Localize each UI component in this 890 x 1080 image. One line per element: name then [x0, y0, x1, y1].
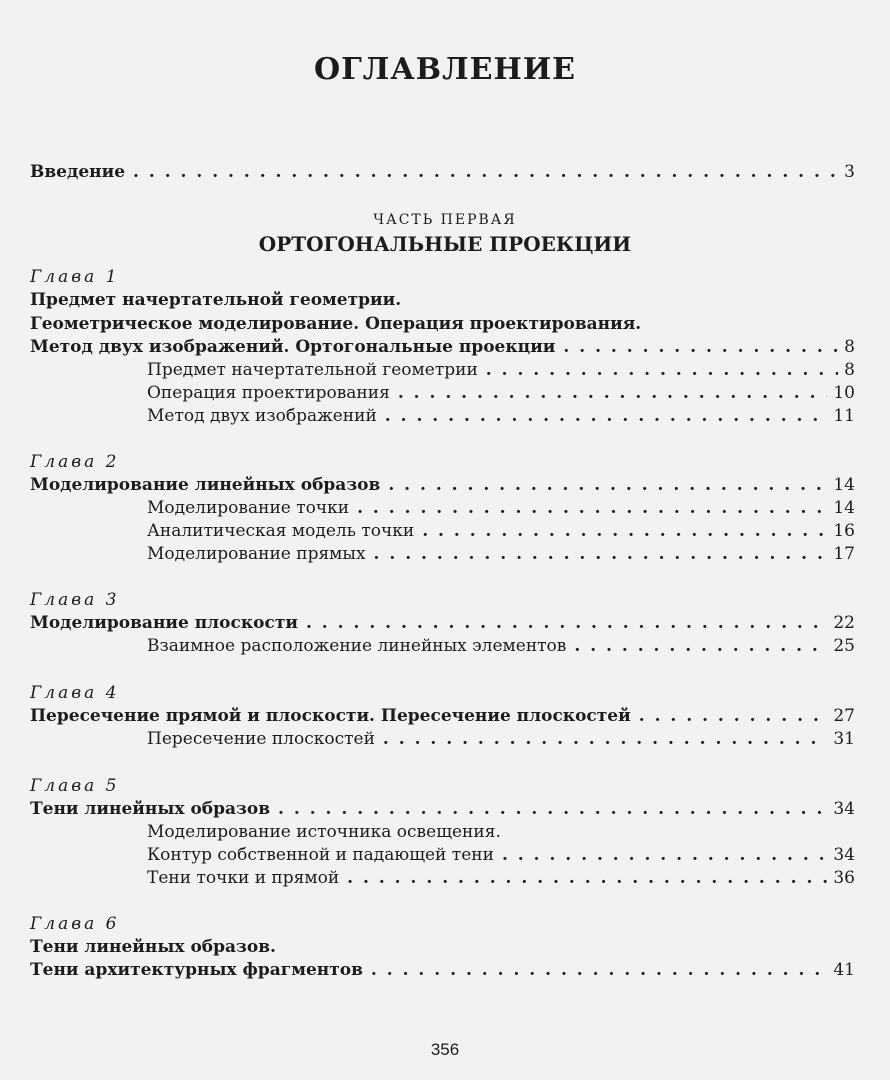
dot-leader: [422, 519, 827, 543]
dot-leader: [486, 358, 838, 382]
toc-section-title: Тени точки и прямой: [147, 868, 340, 888]
toc-entry-chapter-5: [30, 797, 855, 821]
toc-entry-title: Моделирование линейных образов: [30, 475, 381, 495]
dot-leader: [385, 404, 828, 428]
dot-leader: [133, 160, 837, 184]
toc-section-title: Взаимное расположение линейных элементов: [147, 636, 567, 656]
chapter-label-5: Глава 5: [30, 776, 120, 796]
toc-section: [147, 727, 855, 751]
toc-section: [147, 519, 855, 543]
toc-page-number: 25: [833, 636, 855, 656]
dot-leader: [374, 542, 828, 566]
part-title: ОРТОГОНАЛЬНЫЕ ПРОЕКЦИИ: [258, 232, 632, 256]
toc-section: [147, 496, 855, 520]
dot-leader: [574, 634, 827, 658]
toc-entry-title: Тени линейных образов: [30, 799, 271, 819]
dot-leader: [388, 473, 827, 497]
toc-section-title: Моделирование точки: [147, 498, 350, 518]
chapter-label-6: Глава 6: [30, 914, 120, 934]
toc-section-title: Предмет начертательной геометрии: [147, 360, 478, 380]
toc-section: [147, 404, 855, 428]
dot-leader: [278, 797, 827, 821]
toc-page-number: 27: [833, 706, 855, 726]
toc-section-title: Метод двух изображений: [147, 406, 377, 426]
dot-leader: [398, 381, 828, 405]
toc-section: [147, 542, 855, 566]
toc-page-number: 8: [844, 360, 855, 380]
chapter-label-4: Глава 4: [30, 683, 120, 703]
toc-page-number: 11: [833, 406, 855, 426]
dot-leader: [357, 496, 827, 520]
dot-leader: [371, 958, 827, 982]
toc-entry-intro: [30, 160, 855, 184]
chapter-1-title-line-2: Геометрическое моделирование. Операция проектирования.: [30, 314, 642, 334]
toc-page-number: 16: [833, 521, 855, 541]
toc-entry-chapter-1: [30, 335, 855, 359]
toc-page-number: 36: [833, 868, 855, 888]
toc-section-title: Моделирование прямых: [147, 544, 366, 564]
toc-page-number: 41: [833, 960, 855, 980]
toc-entry-chapter-6: [30, 958, 855, 982]
dot-leader: [502, 843, 827, 867]
toc-entry-title: Пересечение прямой и плоскости. Пересечение плоскостей: [30, 706, 631, 726]
toc-entry-chapter-4: [30, 704, 855, 728]
toc-entry-title: Тени архитектурных фрагментов: [30, 960, 363, 980]
dot-leader: [383, 727, 827, 751]
toc-page-number: 14: [833, 475, 855, 495]
part-label: ЧАСТЬ ПЕРВАЯ: [373, 212, 517, 228]
chapter-label-1: Глава 1: [30, 267, 120, 287]
toc-section: [147, 634, 855, 658]
toc-page-number: 34: [833, 845, 855, 865]
toc-page-number: 17: [833, 544, 855, 564]
toc-page-number: 14: [833, 498, 855, 518]
toc-page-number: 8: [844, 337, 855, 357]
toc-page-number: 22: [833, 613, 855, 633]
toc-entry-chapter-2: [30, 473, 855, 497]
toc-entry-title: Метод двух изображений. Ортогональные проекции: [30, 337, 556, 357]
toc-section-title: Аналитическая модель точки: [147, 521, 415, 541]
page-number: 356: [430, 1040, 460, 1059]
page-title: ОГЛАВЛЕНИЕ: [313, 52, 577, 87]
chapter-6-title-line-1: Тени линейных образов.: [30, 937, 276, 957]
toc-page-number: 10: [833, 383, 855, 403]
toc-section: [147, 358, 855, 382]
chapter-label-3: Глава 3: [30, 590, 120, 610]
toc-section-line: Моделирование источника освещения.: [147, 822, 501, 842]
dot-leader: [306, 611, 827, 635]
toc-entry-title: Моделирование плоскости: [30, 613, 298, 633]
toc-page-number: 3: [844, 162, 855, 182]
dot-leader: [563, 335, 838, 359]
toc-entry-title: Введение: [30, 162, 126, 182]
toc-section-title: Операция проектирования: [147, 383, 390, 403]
toc-page-number: 34: [833, 799, 855, 819]
toc-section-title: Контур собственной и падающей тени: [147, 845, 494, 865]
toc-section: [147, 381, 855, 405]
toc-section: [147, 843, 855, 867]
toc-section: [147, 866, 855, 890]
toc-section-title: Пересечение плоскостей: [147, 729, 375, 749]
toc-page-number: 31: [833, 729, 855, 749]
dot-leader: [347, 866, 827, 890]
chapter-label-2: Глава 2: [30, 452, 120, 472]
toc-entry-chapter-3: [30, 611, 855, 635]
chapter-1-title-line-1: Предмет начертательной геометрии.: [30, 290, 402, 310]
dot-leader: [639, 704, 828, 728]
